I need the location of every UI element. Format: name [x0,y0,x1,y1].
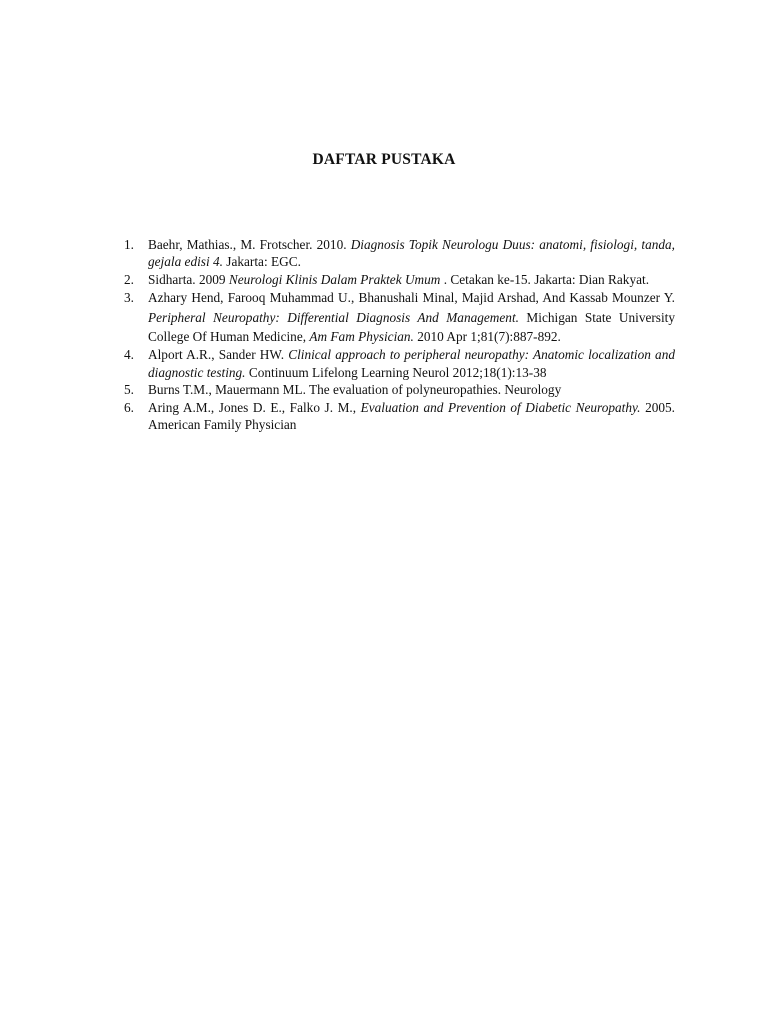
reference-text [148,400,675,432]
reference-item [120,346,675,381]
reference-number: 5. [124,382,134,398]
reference-part-italic: Am Fam Physician. [309,329,414,345]
reference-part: Alport A.R., Sander HW. [148,347,289,363]
reference-part: Continuum Lifelong Learning Neurol 2012;18(1):13-38 [245,364,547,380]
reference-part: Jakarta: EGC. [222,254,301,270]
reference-item [120,236,675,271]
reference-number: 6. [124,399,134,415]
reference-number: 2. [124,271,134,287]
reference-part-italic: Clinical approach to peripheral neuropathy: Anatomic localization and diagnostic testing. [148,347,675,380]
reference-number: 1. [124,237,134,252]
reference-item [120,381,675,398]
reference-text [148,237,675,269]
reference-list [120,236,675,433]
reference-item [120,271,675,288]
reference-part-italic: Evaluation and Prevention of Diabetic Neuropathy. [360,399,641,415]
reference-part-italic: Peripheral Neuropathy: Differential Diagnosis And Management. [148,309,519,325]
page-title: DAFTAR PUSTAKA [312,151,456,168]
reference-text [148,382,561,397]
reference-part: Sidharta. 2009 [148,271,229,287]
reference-part: Michigan State University College Of Human Medicine, [148,309,676,345]
reference-item [120,399,675,434]
reference-part-italic: Neurologi Klinis Dalam Praktek Umum [228,271,441,287]
reference-part: . Cetakan ke-15. Jakarta: Dian Rakyat. [440,271,650,287]
reference-part: 2010 Apr 1;81(7):887-892. [413,329,561,345]
reference-number: 4. [124,347,134,363]
reference-text [148,347,675,379]
reference-text [148,290,675,344]
reference-part: Aring A.M., Jones D. E., Falko J. M., [148,399,361,415]
reference-item [120,288,675,346]
reference-text [148,272,649,287]
reference-part: Burns T.M., Mauermann ML. The evaluation of polyneuropathies. Neurology [148,382,562,398]
reference-part: Azhary Hend, Farooq Muhammad U., Bhanushali Minal, Majid Arshad, And Kassab Mounzer Y. [148,290,675,306]
reference-part: Baehr, Mathias., M. Frotscher. 2010. [148,237,351,252]
reference-part: 2005. American Family Physician [148,399,675,433]
reference-number: 3. [124,290,134,306]
reference-part-italic: Diagnosis Topik Neurologu Duus: anatomi, fisiologi, tanda, gejala edisi 4. [148,237,675,270]
